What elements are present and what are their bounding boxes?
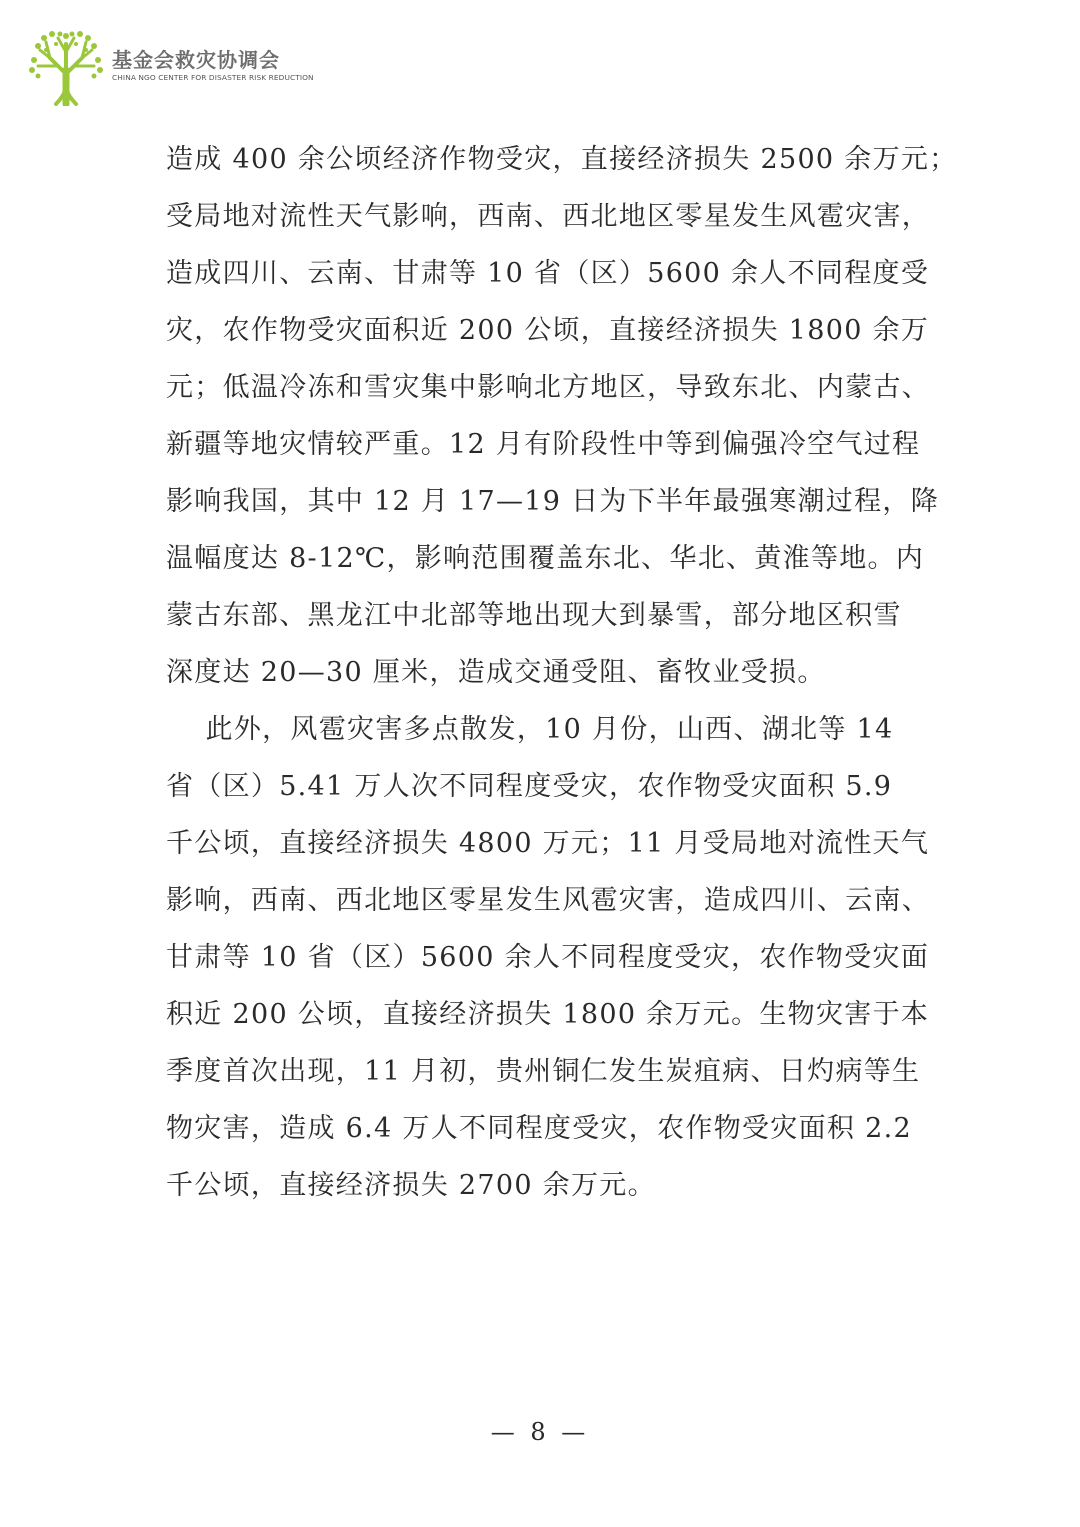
tree-logo-icon	[26, 30, 106, 106]
text-line: 物灾害，造成 6.4 万人不同程度受灾，农作物受灾面积 2.2	[166, 1113, 912, 1144]
text-line: 新疆等地灾情较严重。12 月有阶段性中等到偏强冷空气过程	[166, 429, 921, 460]
text-line: 蒙古东部、黑龙江中北部等地出现大到暴雪，部分地区积雪	[166, 600, 902, 631]
text-line: 温幅度达 8-12℃，影响范围覆盖东北、华北、黄淮等地。内	[166, 543, 925, 574]
text-line: 季度首次出现，11 月初，贵州铜仁发生炭疽病、日灼病等生	[166, 1056, 921, 1087]
text-line: 影响我国，其中 12 月 17—19 日为下半年最强寒潮过程，降	[166, 486, 939, 517]
page-number: — 8 —	[490, 1418, 590, 1446]
document-body	[166, 131, 958, 1214]
text-line: 元；低温冷冻和雪灾集中影响北方地区，导致东北、内蒙古、	[166, 372, 931, 403]
text-line: 千公顷，直接经济损失 4800 万元；11 月受局地对流性天气	[166, 828, 930, 859]
text-line: 千公顷，直接经济损失 2700 余万元。	[166, 1170, 656, 1201]
organization-name-block	[112, 48, 314, 83]
text-line: 造成四川、云南、甘肃等 10 省（区）5600 余人不同程度受	[166, 258, 930, 289]
organization-name: 基金会救灾协调会	[112, 47, 280, 72]
organization-name-english: CHINA NGO CENTER FOR DISASTER RISK REDUCTION	[112, 72, 314, 82]
text-line: 甘肃等 10 省（区）5600 余人不同程度受灾，农作物受灾面	[166, 942, 930, 973]
text-line: 深度达 20—30 厘米，造成交通受阻、畜牧业受损。	[166, 657, 826, 688]
text-line: 影响，西南、西北地区零星发生风雹灾害，造成四川、云南、	[166, 885, 931, 916]
text-line: 灾，农作物受灾面积近 200 公顷，直接经济损失 1800 余万	[166, 315, 930, 346]
text-line: 受局地对流性天气影响，西南、西北地区零星发生风雹灾害，	[166, 201, 931, 232]
text-line: 省（区）5.41 万人次不同程度受灾，农作物受灾面积 5.9	[166, 771, 893, 802]
header	[26, 30, 314, 106]
text-line: 积近 200 公顷，直接经济损失 1800 余万元。生物灾害于本	[166, 999, 930, 1030]
text-line: 造成 400 余公顷经济作物受灾，直接经济损失 2500 余万元；	[166, 144, 958, 175]
paragraph-start-line: 此外，风雹灾害多点散发，10 月份，山西、湖北等 14	[166, 714, 894, 745]
